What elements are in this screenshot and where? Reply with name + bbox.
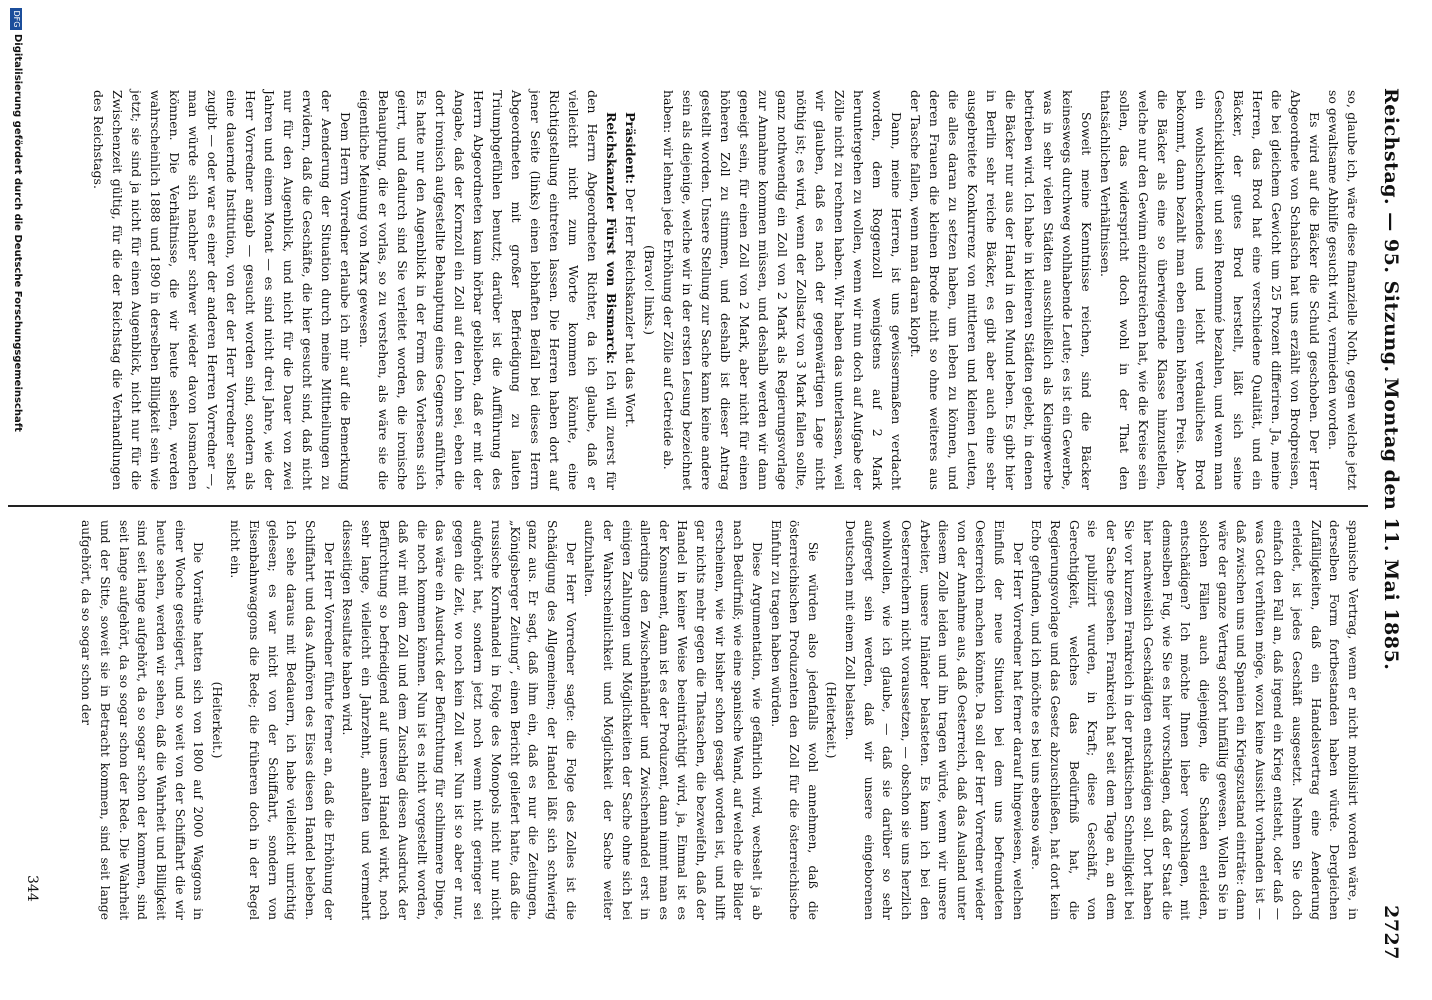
interjection: (Bravo! links.) bbox=[642, 245, 657, 335]
header-page-number: 2727 bbox=[1380, 905, 1402, 960]
paragraph: Dann, meine Herren, ist uns gewissermaßen verdacht worden, dem Roggenzoll wenigstens auf 2 Mark heruntergehen zu wollen, wenn wir nun doch auf Aufgabe der Zölle nicht zu rechnen haben. Wir haben das unterlassen, weil wir glauben, daß es nach der gegenwärtigen Lage nicht nöthig ist; es wird, wenn der Zollsatz von 3 Mark fallen sollte, ganz nothwendig ein Zoll von 2 Mark als Regierungsvorlage zur Annahme kommen müssen, und deshalb werden wir dann geneigt sein, für einen Zoll von 2 Mark, aber nicht für einen höheren Zoll zu stimmen, und deshalb ist dieser Antrag gestellt worden. Unsere Stellung zur Sache kann keine andere sein als diejenige, welche wir in der ersten Lesung bezeichnet haben: wir lehnen jede Erhöhung der Zölle auf Getreide ab. bbox=[661, 90, 904, 490]
paragraph: spanische Vertrag, wenn er nicht mobilisirt worden wäre, in derselben Form fortbestanden haben würde. Dergleichen Zufälligkeiten, daß ein Handelsvertrag eine Aenderung erleidet, ist jedes Geschäft ausgesetzt. Nehmen Sie doch einfach den Fall an, daß irgend ein Krieg entsteht, oder daß — was Gott verhüten möge, wozu keine Aussicht vorhanden ist — daß zwischen uns und Spanien ein Kriegszustand einträte: dann wäre der ganze Vertrag sofort hinfällig gewesen. Wollen Sie in solchen Fällen auch diejenigen, die Schaden erleiden, entschädigen? Ich möchte Ihnen lieber vorschlagen, mit demselben Fug, wie Sie es hier vorschlagen, daß der Staat die hier nachweislich Geschädigten entschädigen soll. Dort haben Sie vor kurzem Frankreich in der praktischen Schnelligkeit bei der Sache gesehen. Frankreich hat seit dem Tage an, an dem sie publizirt wurden, in Kraft; diese Geschäft, von Gerechtigkeit, welches das Bedürfniß hat, die Regierungsvorlage und das Gesetz abzuschließen, hat dort kein Echo gefunden, und ich möchte es bei uns ebenso wäre. bbox=[1029, 520, 1360, 920]
header-session: Reichstag. — 95. Sitzung. bbox=[1380, 88, 1402, 373]
header-date: Montag den 11. Mai 1885. bbox=[1380, 377, 1402, 671]
paragraph: Der Herr Vorredner hat ferner darauf hingewiesen, welchen Einfluß der neue Situation bei dem uns befreundeten Oesterreich machen könnte. Da soll der Herr Vorredner wieder von der Annahme aus, daß Oesterreich, daß das Ausland unter diesem Zolle leiden und ihn tragen würde, wenn wir unsere Arbeiter, unsere Inländer belasteten. Es kann ich bei den Oesterreichern nicht voraussetzen, — obschon sie uns herzlich wohlwollen, wie ich glaube, — daß sie darüber so sehr aufgeregt sein werden, daß wir unsere eingeborenen Deutschen mit einem Zoll belasten. bbox=[843, 520, 1025, 920]
dfg-logo-icon: DFG bbox=[10, 8, 22, 30]
paragraph: Der Herr Vorredner sagte: die Folge des Zolles ist die Schädigung des Allgemeinen; der Handel läßt sich schwierig ganz aus. Er sagt, daß ihm ein, daß es nur die Zeitungen, „Königsberger Zeitung“, einen Bericht geliefert hatte, daß die russische Kornhandel in Folge des Monopols nicht nur nicht aufgehört hat, sondern jetzt noch wenn nicht geringer sei gegen die Zeit, wo noch kein Zoll war. Nun ist so aber er nur, das wäre ein Ausdruck der Befürchtung für schlimmere Dinge, die noch kommen können. Nun ist es nicht vorgestellt worden, daß wir mit dem Zoll und dem Zuschlag diesen Ausdruck der Befürchtung so befriedigend auf unseren Handel wirkt, noch sehr lange, vielleicht ein Jahrzehnt, anhalten und vermehrt diesseitigen Resultate haben wird. bbox=[340, 520, 578, 920]
interjection: (Heiterkeit.) bbox=[209, 681, 224, 759]
paragraph: Soweit meine Kenntnisse reichen, sind die Bäcker keineswegs durchweg wohlhabende Leute; es ist ein Gewerbe, was in sehr vielen Städten ausschließlich als Kleingewerbe betrieben wird. Ich habe in kleineren Städten gelebt, in denen die Bäcker nur aus der Hand in den Mund leben. Es gibt hier in Berlin sehr reiche Bäcker, es gibt aber auch eine sehr ausgebreitete Konkurrenz von mittleren und kleinen Leuten, die alles daran zu setzen haben, um leben zu können, und deren Frauen die kleinen Brode nicht so ohne weiteres aus der Tasche fallen, wenn man daran klopft. bbox=[908, 90, 1094, 490]
paragraph: Es wird auf die Bäcker die Schuld geschoben. Der Herr Abgeordnete von Schalscha hat uns erzählt von Brodpreisen, die bei gleichem Gewicht um 25 Prozent differiren. Ja, meine Herren, das Brod hat eine verschiedene Qualität, und ein Bäcker, der gutes Brod herstellt, läßt sich seine Geschicklichkeit und sein Renommé bezahlen, und wenn man ein wohlschmeckendes und leicht verdauliches Brod bekommt, dann bezahlt man eben einen höheren Preis. Aber die Bäcker als eine so überwiegende Klasse hinzustellen, welche nur den Gewinn einzustreichen hat, wie die Kreise sein sollen, das widerspricht doch wohl in der That den thatsächlichen Verhältnissen. bbox=[1098, 90, 1322, 490]
paragraph: Diese Argumentation, wie gefährlich wird, wechselt ja ab nach Bedürfniß; wie eine spanische Wand, auf welche die Bilder erscheinen, wie wir bisher schon gesagt worden ist, und hilft gar nichts mehr gegen die Thatsachen, die bezweifeln, daß der Handel in keiner Weise beeinträchtigt wird, ja, Einmal ist es der Konsument, dann ist es der Produzent, dann nimmt man es allerdings den Zwischenhändler und Zwischenhandel erst in einigen Zahlungen und Möglichkeiten der Sache ohne sich bei der Wahrscheinlichkeit und Möglichkeit der Sache weiter aufzuhalten. bbox=[582, 520, 764, 920]
left-column bbox=[89, 90, 1362, 490]
speaker-name: Präsident: bbox=[623, 112, 638, 185]
paragraph: Präsident: Der Herr Reichskanzler hat das Wort. bbox=[623, 112, 638, 428]
digitization-credit: Digitalisierung gefördert durch die Deutsche Forschungsgemeinschaft bbox=[12, 34, 23, 432]
paragraph: Der Herr Vorredner führte ferner an, daß die Erhöhung der Schiffahrt und das Aufhören des Eises diesen Handel beleben. Ich sehe daraus mit Bedauern, ich habe vielleicht unrichtig gelesen; es war nicht von der Schiffahrt, sondern von Eisenbahnwaggons die Rede; die früheren doch in der Regel nicht ein. bbox=[228, 520, 336, 920]
paragraph: Reichskanzler Fürst von Bismarck: Ich will zuerst für den Herrn Abgeordneten Richter, da ich glaube, daß er vielleicht nicht zum Worte kommen könnte, eine Richtigstellung eintreten lassen. Die Herren haben dort auf jener Seite (links) einen lebhaften Beifall bei dieses Herrn Abgeordneten mit großer Befriedigung zu lauten Triumphgefühlen benutzt; darüber ist die Aufführung des Herrn Abgeordneten kaum hörbar geblieben, daß er mit der Angabe, daß der Kornzoll ein Zoll auf den Lohn sei, eben die dort ironisch aufgestellte Behauptung eines Gegners anführte. Es hatte nur den Augenblick in der Form des Vorlesens sich geirrt, und dadurch sind Sie verleitet worden, die ironische Behauptung, die er vorlas, so zu verstehen, als wäre sie die eigentliche Meinung von Marx gewesen. bbox=[357, 90, 619, 490]
interjection: (Heiterkeit.) bbox=[824, 681, 839, 759]
speaker-name: Reichskanzler Fürst von Bismarck: bbox=[604, 112, 619, 365]
right-column bbox=[77, 520, 1362, 920]
page-header bbox=[1368, 88, 1408, 960]
signature-mark: 344 bbox=[24, 875, 40, 902]
paragraph: Sie würden also jedenfalls wohl annehmen, daß die österreichischen Produzenten den Zoll für die österreichische Einfuhr zu tragen haben würden. bbox=[768, 520, 820, 920]
column-divider bbox=[8, 505, 1368, 507]
paragraph: Die Vorräthe hatten sich von 1800 auf 2000 Waggons in einer Woche gesteigert, und so weit von der Schiffahrt die wir heute sehen, werden wir sehen, daß die Wahrheit und Billigkeit sind seit lange aufgehört, da so sogar schon der kommen, sind seit lange aufgehört, da so sogar schon der Rede. Die Wahrheit und der Sitte, soweit sie in Betracht kommen, sind seit lange aufgehört, da so sogar schon der bbox=[79, 520, 206, 920]
paragraph: Dem Herrn Vorredner erlaube ich mir auf die Bemerkung der Aenderung der Situation durch meine Mittheilungen zu erwidern, daß die Geschäfte, die hier gesucht sind, daß nicht nur für den Augenblick, und nicht für die Dauer von zwei Jahren und einem Monat — es sind nicht drei Jahre, wie der Herr Vorredner angab — gesucht worden sind, sondern als eine dauernde Institution, von der der Herr Vorredner selbst zugibt — oder war es einer der anderen Herren Vorredner —, man würde sich nachher schwer wieder davon losmachen können. Die Verhältnisse, die wir heute sehen, werden wahrscheinlich 1888 und 1890 in derselben Billigkeit sein wie jetzt; sie sind ja nicht für einen Augenblick, nicht nur für die Zwischenzeit gültig, für die der Reichstag die Verhandlungen des Reichstags. bbox=[91, 90, 353, 490]
paragraph: so, glaube ich, wäre diese finanzielle Noth, gegen welche jetzt so gewaltsame Abhilfe gesucht wird, vermieden worden. bbox=[1326, 90, 1360, 490]
